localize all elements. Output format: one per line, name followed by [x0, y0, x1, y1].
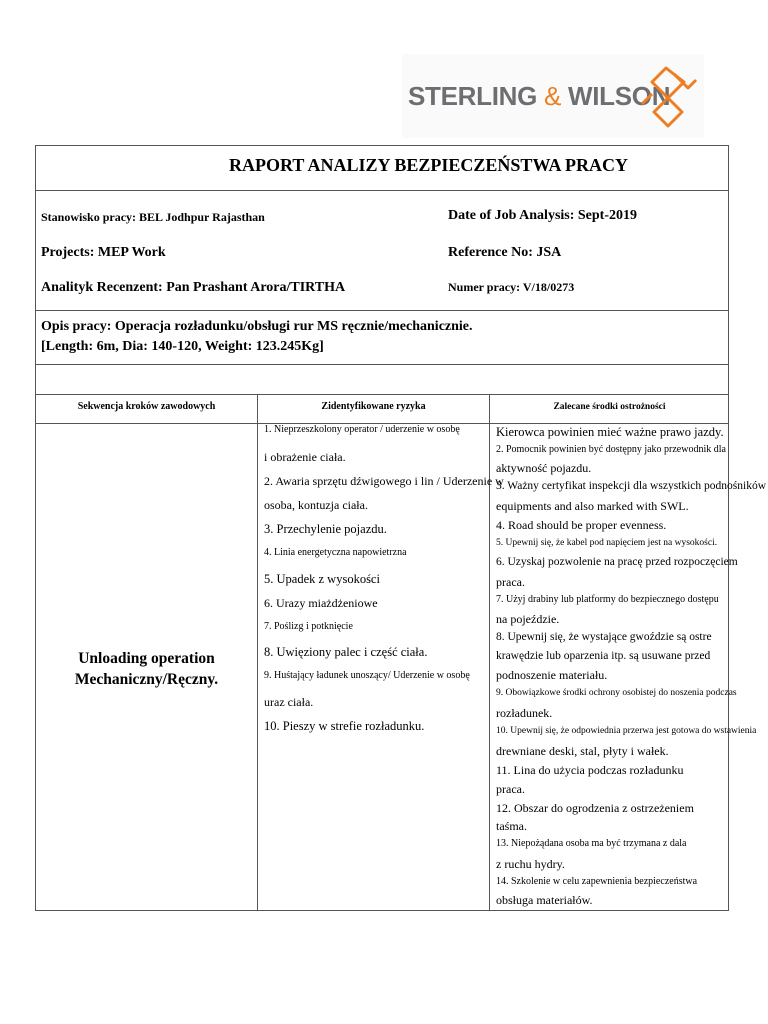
numer-text: Numer pracy: V/18/0273 — [448, 280, 575, 294]
risk-line: 9. Huśtający ładunek unoszący/ Uderzenie w osobę — [264, 670, 470, 681]
column-divider — [257, 394, 258, 911]
risk-line: 6. Urazy miażdżeniowe — [264, 596, 378, 610]
divider — [35, 190, 729, 191]
risk-line: 3. Przechylenie pojazdu. — [264, 522, 387, 536]
divider — [35, 364, 729, 365]
precaution-line: krawędzie lub oparzenia itp. są usuwane przed — [496, 650, 711, 662]
precaution-line: equipments and also marked with SWL. — [496, 499, 689, 513]
date-text: Date of Job Analysis: Sept-2019 — [448, 208, 638, 223]
precaution-line: na pojeździe. — [496, 612, 560, 626]
report-title: RAPORT ANALIZY BEZPIECZEŃSTWA PRACY — [229, 155, 628, 175]
risk-line: 2. Awaria sprzętu dźwigowego i lin / Uderzenie w — [264, 474, 504, 488]
risk-line: osoba, kontuzja ciała. — [264, 498, 368, 512]
precaution-line: 8. Upewnij się, że wystające gwoździe są ostre — [496, 631, 712, 643]
risk-line: i obrażenie ciała. — [264, 450, 346, 464]
precaution-line: 10. Upewnij się, że odpowiednia przerwa jest gotowa do wstawienia — [496, 726, 757, 736]
sequence-line: Unloading operation — [78, 650, 215, 667]
divider — [35, 310, 729, 311]
precaution-line: 7. Użyj drabiny lub platformy do bezpiecznego dostępu — [496, 594, 719, 605]
column-divider — [489, 394, 490, 911]
risk-line: 10. Pieszy w strefie rozładunku. — [264, 719, 425, 733]
precaution-line: rozładunek. — [496, 706, 553, 720]
sequence-cell — [36, 648, 257, 690]
precaution-line: 12. Obszar do ogrodzenia z ostrzeżeniem — [496, 801, 694, 815]
precaution-line: 2. Pomocnik powinien być dostępny jako przewodnik dla — [496, 444, 726, 455]
precaution-line: 4. Road should be proper evenness. — [496, 518, 667, 532]
analityk-text: Analityk Recenzent: Pan Prashant Arora/TIRTHA — [41, 280, 346, 295]
precaution-line: 6. Uzyskaj pozwolenie na pracę przed rozpoczęciem — [496, 556, 738, 568]
precaution-line: 14. Szkolenie w celu zapewnienia bezpieczeństwa — [496, 876, 698, 887]
header-sequence: Sekwencja kroków zawodowych — [77, 401, 216, 412]
stanowisko-text: Stanowisko pracy: BEL Jodhpur Rajasthan — [41, 210, 265, 224]
precaution-line: Kierowca powinien mieć ważne prawo jazdy. — [496, 425, 724, 439]
precaution-line: praca. — [496, 782, 525, 796]
precaution-line: 9. Obowiązkowe środki ochrony osobistej do noszenia podczas — [496, 688, 737, 698]
reference-text: Reference No: JSA — [448, 245, 562, 260]
sequence-line: Mechaniczny/Ręczny. — [74, 671, 219, 688]
opis-line-2: [Length: 6m, Dia: 140-120, Weight: 123.245Kg] — [41, 339, 324, 354]
header-precautions: Zalecane środki ostrożności — [553, 402, 666, 412]
precaution-line: obsługa materiałów. — [496, 893, 593, 907]
precaution-line: praca. — [496, 575, 525, 589]
risk-line: 4. Linia energetyczna napowietrzna — [264, 547, 407, 558]
header-risks: Zidentyfikowane ryzyka — [321, 401, 426, 412]
risk-line: 7. Poślizg i potknięcie — [264, 621, 353, 632]
precaution-line: 5. Upewnij się, że kabel pod napięciem jest na wysokości. — [496, 538, 718, 548]
precaution-line: 3. Ważny certyfikat inspekcji dla wszystkich podnośników — [496, 480, 767, 492]
precaution-line: z ruchu hydry. — [496, 857, 565, 871]
risk-line: uraz ciała. — [264, 695, 314, 709]
precaution-line: 13. Niepożądana osoba ma być trzymana z dala — [496, 838, 687, 849]
logo-symbol-icon — [638, 64, 700, 130]
risk-line: 5. Upadek z wysokości — [264, 572, 380, 586]
risk-line: 1. Nieprzeszkolony operator / uderzenie w osobę — [264, 424, 460, 435]
precaution-line: podnoszenie materiału. — [496, 668, 608, 682]
projects-text: Projects: MEP Work — [41, 245, 166, 260]
opis-line-1: Opis pracy: Operacja rozładunku/obsługi rur MS ręcznie/mechanicznie. — [41, 319, 473, 334]
precaution-line: aktywność pojazdu. — [496, 461, 592, 475]
risk-line: 8. Uwięziony palec i część ciała. — [264, 645, 428, 659]
precaution-line: drewniane deski, stal, płyty i wałek. — [496, 744, 669, 758]
company-logo — [402, 54, 704, 138]
precaution-line: taśma. — [496, 819, 527, 833]
precaution-line: 11. Lina do użycia podczas rozładunku — [496, 763, 684, 777]
logo-wordmark: STERLING & WILSON — [408, 81, 671, 111]
